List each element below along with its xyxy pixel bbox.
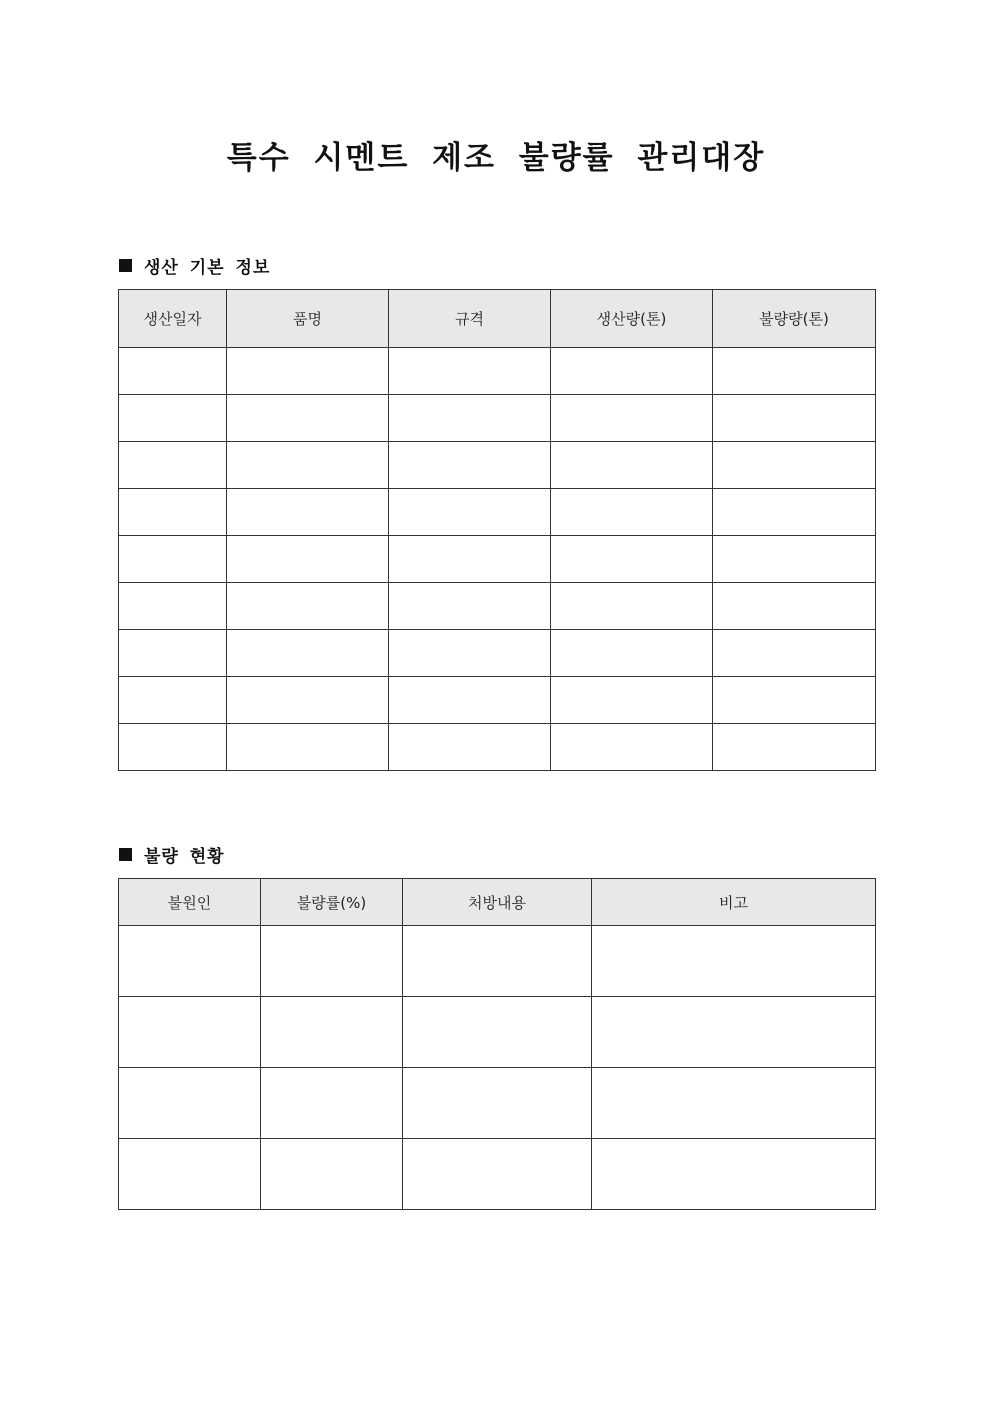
column-header-remarks: 비고 [592, 879, 876, 926]
table-cell[interactable] [389, 489, 551, 536]
defect-table-header-row [119, 879, 876, 926]
table-cell[interactable] [261, 997, 403, 1068]
table-cell[interactable] [403, 1139, 592, 1210]
table-cell[interactable] [119, 677, 227, 724]
table-cell[interactable] [227, 536, 389, 583]
table-cell[interactable] [592, 1068, 876, 1139]
table-cell[interactable] [389, 630, 551, 677]
table-cell[interactable] [551, 395, 713, 442]
production-table [118, 289, 876, 771]
table-cell[interactable] [227, 489, 389, 536]
table-cell[interactable] [551, 489, 713, 536]
defect-table [118, 878, 876, 1210]
table-row [119, 536, 876, 583]
table-row [119, 926, 876, 997]
column-header-defect-cause: 불원인 [119, 879, 261, 926]
table-cell[interactable] [227, 583, 389, 630]
table-cell[interactable] [389, 536, 551, 583]
production-section-heading-text: 생산 기본 정보 [144, 258, 271, 278]
table-cell[interactable] [227, 724, 389, 771]
table-cell[interactable] [389, 395, 551, 442]
table-cell[interactable] [119, 1139, 261, 1210]
table-cell[interactable] [119, 536, 227, 583]
table-cell[interactable] [119, 724, 227, 771]
table-cell[interactable] [713, 489, 876, 536]
table-row [119, 395, 876, 442]
table-row [119, 997, 876, 1068]
table-cell[interactable] [403, 926, 592, 997]
table-row [119, 1068, 876, 1139]
table-cell[interactable] [261, 1068, 403, 1139]
table-cell[interactable] [713, 583, 876, 630]
table-cell[interactable] [713, 442, 876, 489]
table-cell[interactable] [713, 395, 876, 442]
table-cell[interactable] [119, 489, 227, 536]
table-cell[interactable] [227, 442, 389, 489]
table-cell[interactable] [592, 997, 876, 1068]
table-cell[interactable] [551, 442, 713, 489]
table-cell[interactable] [592, 1139, 876, 1210]
column-header-defect-rate: 불량률(%) [261, 879, 403, 926]
table-cell[interactable] [551, 724, 713, 771]
table-cell[interactable] [713, 630, 876, 677]
table-row [119, 677, 876, 724]
table-cell[interactable] [713, 348, 876, 395]
table-cell[interactable] [592, 926, 876, 997]
square-bullet-icon [119, 259, 132, 272]
table-cell[interactable] [403, 997, 592, 1068]
table-cell[interactable] [119, 630, 227, 677]
table-cell[interactable] [227, 395, 389, 442]
table-cell[interactable] [551, 348, 713, 395]
square-bullet-icon [119, 848, 132, 861]
table-cell[interactable] [119, 1068, 261, 1139]
table-cell[interactable] [119, 926, 261, 997]
table-cell[interactable] [119, 583, 227, 630]
table-cell[interactable] [713, 677, 876, 724]
page-title: 특수 시멘트 제조 불량률 관리대장 [226, 140, 766, 176]
table-cell[interactable] [119, 442, 227, 489]
table-cell[interactable] [261, 1139, 403, 1210]
column-header-product-name: 품명 [227, 290, 389, 348]
table-cell[interactable] [119, 997, 261, 1068]
table-cell[interactable] [389, 442, 551, 489]
table-row [119, 724, 876, 771]
table-cell[interactable] [551, 583, 713, 630]
table-row [119, 630, 876, 677]
table-cell[interactable] [389, 348, 551, 395]
table-cell[interactable] [713, 724, 876, 771]
table-cell[interactable] [403, 1068, 592, 1139]
column-header-corrective-action: 처방내용 [403, 879, 592, 926]
table-row [119, 442, 876, 489]
table-cell[interactable] [551, 677, 713, 724]
table-cell[interactable] [551, 630, 713, 677]
table-cell[interactable] [227, 630, 389, 677]
table-cell[interactable] [713, 536, 876, 583]
production-section-heading [119, 253, 270, 278]
column-header-production-date: 생산일자 [119, 290, 227, 348]
table-cell[interactable] [227, 677, 389, 724]
defect-section-heading-text: 불량 현황 [144, 847, 225, 867]
table-cell[interactable] [389, 677, 551, 724]
table-cell[interactable] [551, 536, 713, 583]
column-header-defect-amount: 불량량(톤) [713, 290, 876, 348]
table-row [119, 348, 876, 395]
column-header-production-amount: 생산량(톤) [551, 290, 713, 348]
table-row [119, 489, 876, 536]
table-cell[interactable] [119, 395, 227, 442]
table-cell[interactable] [389, 583, 551, 630]
table-row [119, 583, 876, 630]
table-cell[interactable] [261, 926, 403, 997]
table-cell[interactable] [119, 348, 227, 395]
table-cell[interactable] [389, 724, 551, 771]
table-row [119, 1139, 876, 1210]
production-table-header-row [119, 290, 876, 348]
column-header-specification: 규격 [389, 290, 551, 348]
defect-section-heading [119, 842, 225, 867]
table-cell[interactable] [227, 348, 389, 395]
